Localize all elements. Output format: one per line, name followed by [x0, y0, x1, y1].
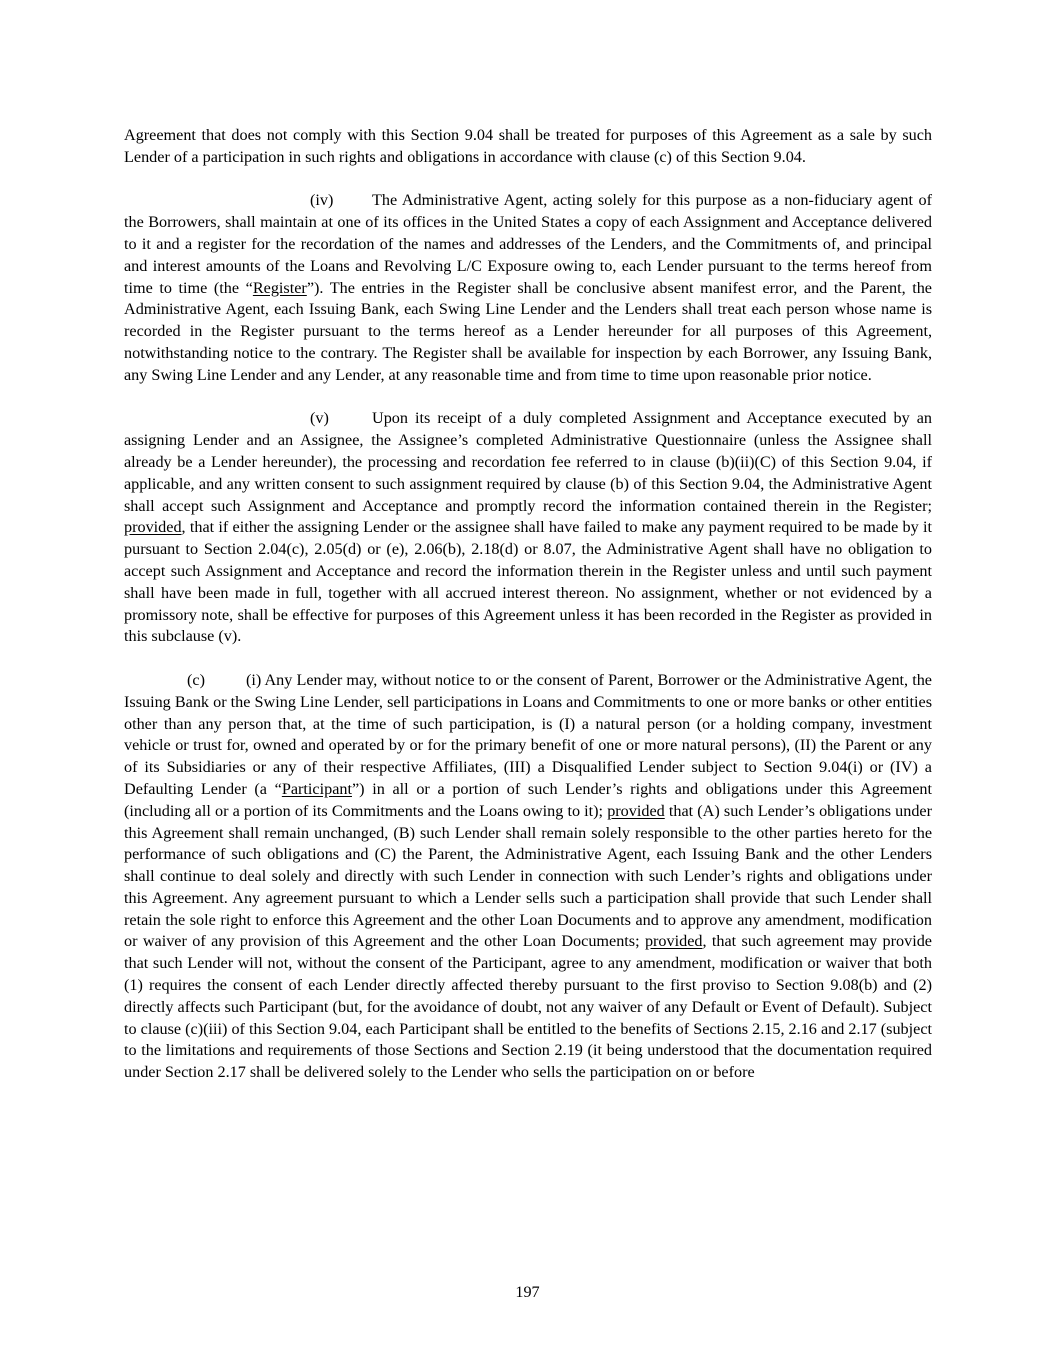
clause-marker-v: (v) — [310, 409, 329, 428]
paragraph-c — [124, 670, 932, 1084]
paragraph-v-text-before: Upon its receipt of a duly completed Assignment and Acceptance executed by an assigning Lender and an Assignee, the Assignee’s completed Administrative Questionnaire (unless the Assignee shall already be a Lender hereunder), the processing and recordation fee referred to in clause (b)(ii)(C) of this Section 9.04, if applicable, and any written consent to such assignment required by clause (b) of this Section 9.04, the Administrative Agent shall accept such Assignment and Acceptance and promptly record the information contained therein in the Register; — [124, 409, 932, 515]
paragraph-v — [124, 408, 932, 648]
defined-term-register: Register — [252, 278, 307, 297]
proviso-term: provided — [607, 801, 665, 820]
proviso-term: provided — [124, 518, 182, 537]
clause-marker-c: (c) — [187, 670, 205, 689]
clause-marker-iv: (iv) — [310, 191, 334, 210]
document-body — [124, 125, 932, 1084]
paragraph-iv — [124, 190, 932, 386]
page-number: 197 — [515, 1283, 540, 1301]
paragraph-iv-text-before: The Administrative Agent, acting solely for this purpose as a non-fiduciary agent of the Borrowers, shall maintain at one of its offices in the United States a copy of each Assignment and Acceptance delivered to it and a register for the recordation of the names and addresses of the Lenders, and the Commitments of, and principal and interest amounts of the Loans and Revolving L/C Exposure owing to, each Lender pursuant to the terms hereof from time to time (the “ — [124, 191, 932, 297]
paragraph-c-text-2: ”) in all or a portion of such Lender’s rights and obligations under this Agreement (including all or a portion of its Commitments and the Loans owing to it); — [124, 779, 932, 820]
paragraph-v-text-after: , that if either the assigning Lender or the assignee shall have failed to make any payment required to be made by it pursuant to Section 2.04(c), 2.05(d) or (e), 2.06(b), 2.18(d) or 8.07, the Administrative Agent shall have no obligation to accept such Assignment and Acceptance and record the information therein in the Register unless and until such payment shall have been made in full, together with all accrued interest thereon. No assignment, whether or not evidenced by a promissory note, shall be effective for purposes of this Agreement unless it has been recorded in the Register as provided in this subclause (v). — [124, 518, 932, 646]
paragraph-c-text-4: , that such agreement may provide that such Lender will not, without the consent of the Participant, agree to any amendment, modification or waiver that both (1) requires the consent of each Lender directly affected thereby pursuant to the first proviso to Section 9.08(b) and (2) directly affects such Participant (but, for the avoidance of doubt, not any waiver of any Default or Event of Default). Subject to clause (c)(iii) of this Section 9.04, each Participant shall be entitled to the benefits of Sections 2.15, 2.16 and 2.17 (subject to the limitations and requirements of those Sections and Section 2.19 (it being understood that the documentation required under Section 2.17 shall be delivered solely to the Lender who sells the participation on or before — [124, 932, 932, 1082]
defined-term-participant: Participant — [281, 779, 352, 798]
proviso-term: provided — [644, 932, 703, 951]
paragraph-continuation: Agreement that does not comply with this Section 9.04 shall be treated for purposes of this Agreement as a sale by such Lender of a participation in such rights and obligations in accordance with clause (c) of this Section 9.04. — [124, 126, 932, 166]
paragraph-c-text-1: (i) Any Lender may, without notice to or the consent of Parent, Borrower or the Administrative Agent, the Issuing Bank or the Swing Line Lender, sell participations in Loans and Commitments to one or more banks or other entities other than any person that, at the time of such participation, is (I) a natural person (or a holding company, investment vehicle or trust for, owned and operated by or for the primary benefit of one or more natural persons), (II) the Parent or any of its Subsidiaries or any of their respective Affiliates, (III) a Disqualified Lender subject to Section 9.04(i) or (IV) a Defaulting Lender (a “ — [124, 670, 932, 798]
paragraph-iv-text-after: ”). The entries in the Register shall be conclusive absent manifest error, and the Parent, the Administrative Agent, each Issuing Bank, each Swing Line Lender and the Lenders shall treat each person whose name is recorded in the Register pursuant to the terms hereof as a Lender hereunder for all purposes of this Agreement, notwithstanding notice to the contrary. The Register shall be available for inspection by each Borrower, any Issuing Bank, any Swing Line Lender and any Lender, at any reasonable time and from time to time upon reasonable prior notice. — [124, 278, 932, 384]
paragraph-c-text-3: that (A) such Lender’s obligations under this Agreement shall remain unchanged, (B) such Lender shall remain solely responsible to the other parties hereto for the performance of such obligations and (C) the Parent, the Administrative Agent, each Issuing Bank and the other Lenders shall continue to deal solely and directly with such Lender in connection with such Lender’s rights and obligations under this Agreement. Any agreement pursuant to which a Lender sells such a participation shall provide that such Lender shall retain the sole right to enforce this Agreement and the other Loan Documents and to approve any amendment, modification or waiver of any provision of this Agreement and the other Loan Documents; — [124, 801, 933, 951]
